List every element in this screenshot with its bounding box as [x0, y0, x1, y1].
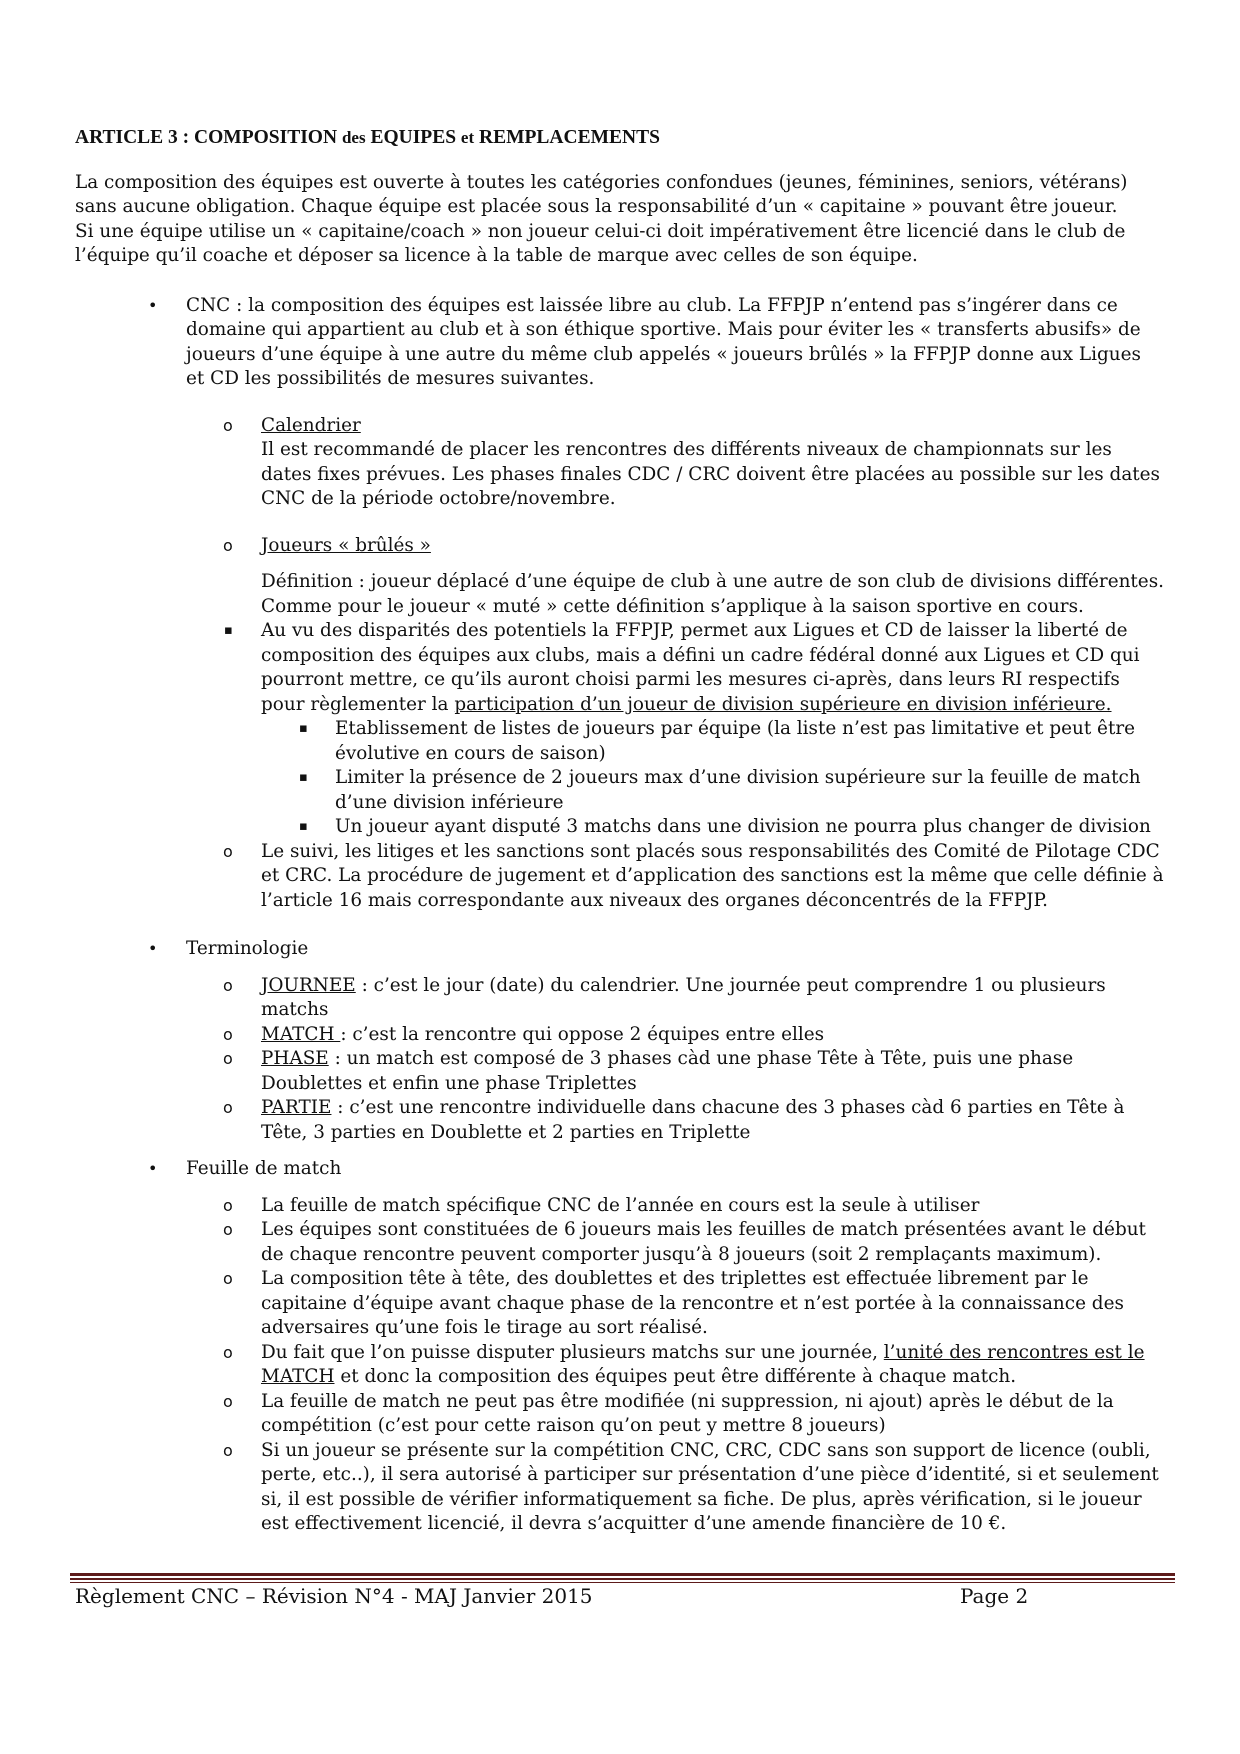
- term-definition: : c’est le jour (date) du calendrier. Une journée peut comprendre 1 ou plusieurs matchs: [261, 974, 1106, 1020]
- footer-rule: [70, 1573, 1175, 1583]
- feuille-text: Si un joueur se présente sur la compétition CNC, CRC, CDC sans son support de licence (oubli, perte, etc..), il sera autorisé à participer sur présentation d’une pièce d’identité, si et seulement si, il est possible de vérifier informatiquement sa fiche. De plus, après vérification, si le joueur est effectivement licencié, il devra s’acquitter d’une amende financière de 10 €.: [261, 1439, 1159, 1534]
- square-marker: ▪: [299, 770, 308, 785]
- feuille-item: [75, 1194, 1165, 1219]
- feuille-paragraph: [261, 1341, 1165, 1390]
- term-item: [75, 1096, 1165, 1145]
- measure-text: Limiter la présence de 2 joueurs max d’une division supérieure sur la feuille de match d’une division inférieure: [335, 767, 1141, 813]
- feuille-text: La composition tête à tête, des doublettes et des triplettes est effectuée librement par le capitaine d’équipe avant chaque phase de la rencontre et n’est portée à la connaissance des adversaires qu’une fois le tirage au sort réalisé.: [261, 1268, 1124, 1338]
- feuille-bullet: [75, 1157, 1165, 1182]
- circle-marker: o: [223, 1342, 233, 1362]
- term-item: [75, 1023, 1165, 1048]
- terminologie-bullet: [75, 937, 1165, 962]
- feuille-text: Les équipes sont constituées de 6 joueurs mais les feuilles de match présentées avant le début de chaque rencontre peuvent comporter jusqu’à 8 joueurs (soit 2 remplaçants maximum).: [261, 1219, 1146, 1265]
- suivi-text: Le suivi, les litiges et les sanctions sont placés sous responsabilités des Comité de Pilotage CDC et CRC. La procédure de jugement et d’application des sanctions est la même que celle définie à l’article 16 mais correspondante aux niveaux des organes déconcentrés de la FFPJP.: [261, 840, 1164, 911]
- term-paragraph: [261, 1023, 1165, 1048]
- title-part: REMPLACEMENTS: [474, 127, 660, 148]
- measure-text: Un joueur ayant disputé 3 matchs dans une division ne pourra plus changer de division: [335, 816, 1151, 837]
- suivi-item: [75, 840, 1165, 914]
- feuille-item: [75, 1439, 1165, 1537]
- definition-text: Définition : joueur déplacé d’une équipe de club à une autre de son club de divisions différentes. Comme pour le joueur « muté » cette définition s’applique à la saison sportive en cours.: [261, 571, 1164, 617]
- term-paragraph: [261, 1047, 1165, 1096]
- joueurs-brules-title: Joueurs « brûlés »: [261, 534, 431, 556]
- measure-item: [75, 717, 1165, 766]
- term-paragraph: [261, 974, 1165, 1023]
- calendrier-item: [75, 414, 1165, 512]
- term-item: [75, 974, 1165, 1023]
- joueurs-brules-item: [75, 534, 1165, 620]
- circle-marker: o: [223, 415, 233, 435]
- feuille-text: et donc la composition des équipes peut être différente à chaque match.: [334, 1366, 1017, 1387]
- square-marker: ▪: [299, 721, 308, 736]
- term-definition: : c’est la rencontre qui oppose 2 équipes entre elles: [340, 1023, 825, 1045]
- feuille-text: Du fait que l’on puisse disputer plusieurs matchs sur une journée,: [261, 1341, 884, 1363]
- title-part: ARTICLE 3 : COMPOSITION: [75, 127, 342, 148]
- intro-paragraph-2: Si une équipe utilise un « capitaine/coach » non joueur celui-ci doit impérativement être licencié dans le club de l’équipe qu’il coache et déposer sa licence à la table de marque avec celles de son équipe.: [75, 220, 1126, 266]
- article-title: [75, 126, 1165, 151]
- circle-marker: o: [223, 535, 233, 555]
- calendrier-text: Il est recommandé de placer les rencontres des différents niveaux de championnats sur les dates fixes prévues. Les phases finales CDC / CRC doivent être placées au possible sur les dates CNC de la période octobre/novembre.: [261, 439, 1160, 509]
- measure-item: [75, 815, 1165, 840]
- intro-section: [75, 171, 1165, 269]
- circle-marker: o: [223, 975, 233, 995]
- calendrier-title: Calendrier: [261, 414, 361, 436]
- feuille-underlined: l’unité des rencontres est le MATCH: [261, 1341, 1145, 1387]
- measure-item: [75, 766, 1165, 815]
- circle-marker: o: [223, 841, 233, 861]
- footer-title: Règlement CNC – Révision N°4 - MAJ Janvier 2015: [75, 1584, 593, 1608]
- title-part: des: [341, 128, 366, 147]
- circle-marker: o: [223, 1195, 233, 1215]
- terminologie-title: Terminologie: [186, 938, 309, 959]
- term-label: PARTIE: [261, 1097, 332, 1118]
- bullet-marker: •: [148, 295, 158, 315]
- feuille-text: La feuille de match ne peut pas être modifiée (ni suppression, ni ajout) après le début de la compétition (c’est pour cette raison qu’on peut y mettre 8 joueurs): [261, 1390, 1114, 1436]
- vu-underlined: participation d’un joueur de division supérieure en division inférieure.: [454, 693, 1112, 715]
- term-definition: : un match est composé de 3 phases càd une phase Tête à Tête, puis une phase Doublettes et enfin une phase Triplettes: [261, 1048, 1074, 1094]
- feuille-item: [75, 1218, 1165, 1267]
- vu-text: Au vu des disparités des potentiels la FFPJP, permet aux Ligues et CD de laisser la liberté de composition des équipes aux clubs, mais a défini un cadre fédéral donné aux Ligues et CD qui pourront mettre, ce qu’ils auront choisi parmi les mesures ci-après, dans leurs RI respectifs pour règlementer la: [261, 620, 1140, 715]
- circle-marker: o: [223, 1098, 233, 1117]
- bullet-marker: •: [148, 939, 158, 958]
- title-part: EQUIPES: [365, 127, 461, 148]
- cnc-text: CNC : la composition des équipes est laissée libre au club. La FFPJP n’entend pas s’ingérer dans ce domaine qui appartient au club et à son éthique sportive. Mais pour éviter les « transferts abusifs» de joueurs d’une équipe à une autre du même club appelés « joueurs brûlés » la FFPJP donne aux Ligues et CD les possibilités de mesures suivantes.: [186, 294, 1141, 389]
- feuille-item: [75, 1341, 1165, 1390]
- circle-marker: o: [223, 1049, 233, 1068]
- circle-marker: o: [223, 1024, 233, 1044]
- cnc-bullet: [75, 294, 1165, 392]
- bullet-marker: •: [148, 1159, 158, 1178]
- vu-item: [75, 619, 1165, 717]
- intro-paragraph-1: La composition des équipes est ouverte à toutes les catégories confondues (jeunes, féminines, seniors, vétérans) sans aucune obligation. Chaque équipe est placée sous la responsabilité d’un « capitaine » pouvant être joueur.: [75, 171, 1128, 217]
- measure-text: Etablissement de listes de joueurs par équipe (la liste n’est pas limitative et peut être évolutive en cours de saison): [335, 718, 1136, 764]
- term-paragraph: [261, 1096, 1165, 1145]
- feuille-item: [75, 1267, 1165, 1341]
- page-content: [75, 126, 1165, 1537]
- vu-paragraph: [261, 619, 1165, 717]
- square-marker: ▪: [299, 819, 308, 834]
- term-item: [75, 1047, 1165, 1096]
- square-marker: ▪: [224, 623, 233, 638]
- feuille-title: Feuille de match: [186, 1158, 342, 1179]
- title-part: et: [460, 128, 475, 147]
- term-definition: : c’est une rencontre individuelle dans chacune des 3 phases càd 6 parties en Tête à Tête, 3 parties en Doublette et 2 parties en Triplette: [261, 1097, 1125, 1143]
- term-label: PHASE: [261, 1048, 329, 1069]
- feuille-text: La feuille de match spécifique CNC de l’année en cours est la seule à utiliser: [261, 1194, 980, 1216]
- page-number: Page 2: [960, 1584, 1029, 1608]
- circle-marker: o: [223, 1269, 233, 1288]
- circle-marker: o: [223, 1440, 233, 1460]
- circle-marker: o: [223, 1391, 233, 1411]
- term-label: JOURNEE: [261, 974, 356, 996]
- feuille-item: [75, 1390, 1165, 1439]
- term-label: MATCH: [261, 1023, 341, 1045]
- circle-marker: o: [223, 1220, 233, 1239]
